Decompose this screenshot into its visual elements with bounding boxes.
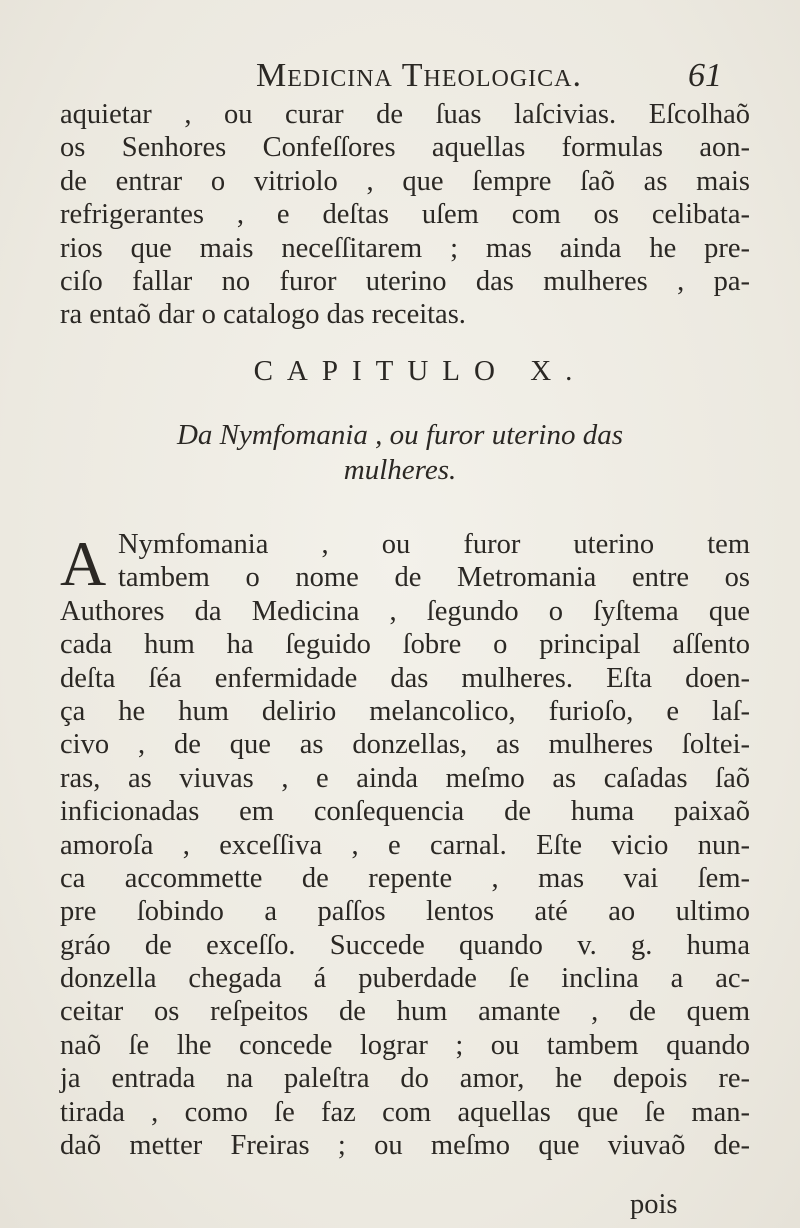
text-line: Nymfomania , ou furor uterino tem <box>118 529 750 560</box>
text-line: ras, as viuvas , e ainda meſmo as caſadas ſaõ <box>60 762 750 794</box>
text-line: amoroſa , exceſſiva , e carnal. Eſte vicio nun- <box>60 829 750 861</box>
text-line: gráo de exceſſo. Succede quando v. g. huma <box>60 929 750 961</box>
text-line: ca accommette de repente , mas vai ſem- <box>60 862 750 894</box>
text-line: aquietar , ou curar de ſuas laſcivias. Eſcolhaõ <box>60 99 750 130</box>
text-line: daõ metter Freiras ; ou meſmo que viuvaõ de- <box>60 1130 750 1162</box>
text-line: donzella chegada á puberdade ſe inclina a ac- <box>60 963 750 995</box>
text-line: naõ ſe lhe concede lograr ; ou tambem quando <box>60 1029 750 1061</box>
text-line: Authores da Medicina , ſegundo o ſyſtema que <box>60 595 750 627</box>
text-line: inficionadas em conſequencia de huma paixaõ <box>60 796 750 828</box>
text-line: ra entaõ dar o catalogo das receitas. <box>60 299 466 331</box>
text-line: de entrar o vitriolo , que ſempre ſaõ as mais <box>60 165 750 197</box>
drop-cap: A <box>60 528 107 599</box>
text-line: deſta ſéa enfermidade das mulheres. Eſta doen- <box>60 662 750 694</box>
text-line: tirada , como ſe faz com aquellas que ſe man- <box>60 1096 750 1128</box>
text-line: tambem o nome de Metromania entre os <box>118 562 750 594</box>
text-line: civo , de que as donzellas, as mulheres ſoltei- <box>60 729 750 761</box>
text-line: ça he hum delirio melancolico, furioſo, e laſ- <box>60 695 750 727</box>
subtitle-line: Da Nymfomania , ou furor uterino das <box>176 419 624 451</box>
text-line: ja entrada na paleſtra do amor, he depois re- <box>60 1063 750 1095</box>
catchword: pois <box>630 1189 678 1220</box>
text-line: ciſo fallar no furor uterino das mulheres , pa- <box>60 265 750 297</box>
text-line: pre ſobindo a paſſos lentos até ao ultimo <box>60 896 750 928</box>
intro-paragraph <box>60 98 750 332</box>
page-header <box>0 56 800 96</box>
running-title: Medicina Theologica. <box>256 57 583 94</box>
page-number: 61 <box>688 57 722 94</box>
text-line: refrigerantes , e deſtas uſem com os celibata- <box>60 199 750 231</box>
text-line: cada hum ha ſeguido ſobre o principal aſſento <box>60 629 750 661</box>
text-line: rios que mais neceſſitarem ; mas ainda he pre- <box>60 232 750 264</box>
text-line: os Senhores Confeſſores aquellas formulas aon- <box>60 132 750 164</box>
subtitle-line: mulheres. <box>343 454 457 486</box>
chapter-paragraph <box>60 528 750 1162</box>
chapter-heading: CAPITULO X. <box>253 355 587 387</box>
chapter-subtitle <box>0 418 800 488</box>
text-line: ceitar os reſpeitos de hum amante , de quem <box>60 996 750 1028</box>
